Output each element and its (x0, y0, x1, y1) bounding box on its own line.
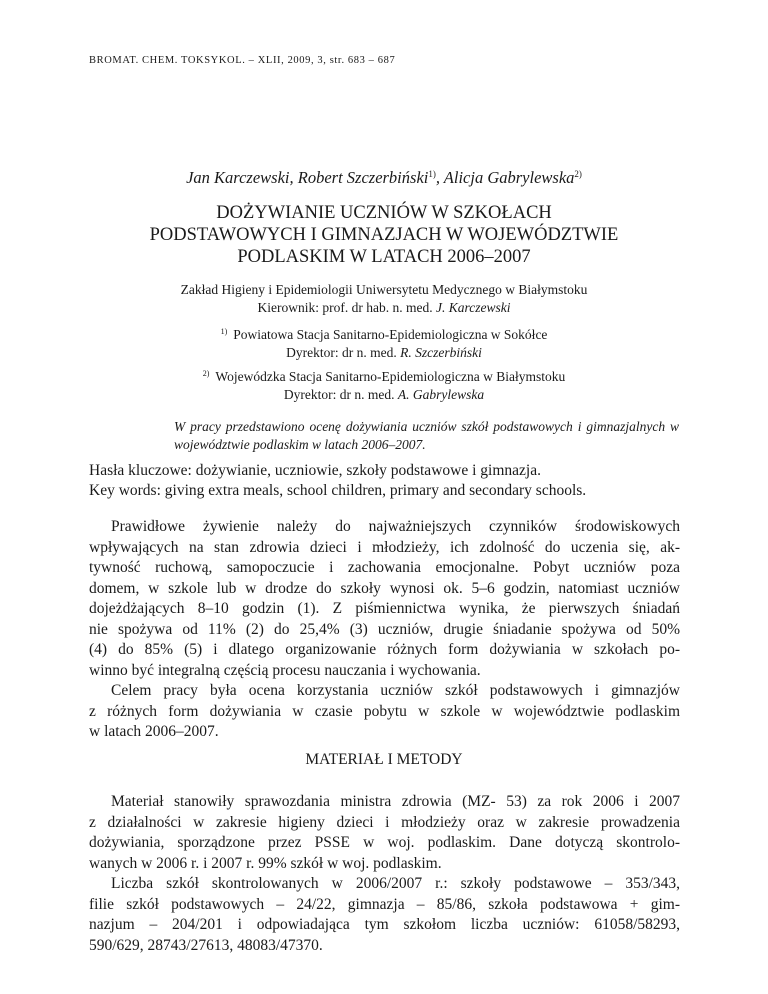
keywords-block (89, 461, 689, 501)
title-line: DOŻYWIANIE UCZNIÓW W SZKOŁACH (216, 203, 552, 223)
text-line: nazjum – 204/201 i odpowiadająca tym szkołom liczba uczniów: 61058/58293, (89, 916, 680, 933)
text-line: w latach 2006–2007. (89, 723, 219, 740)
keywords-english: Key words: giving extra meals, school children, primary and secondary schools. (89, 482, 587, 499)
text-line: filie szkół podstawowych – 24/22, gimnazja – 85/86, szkoła podstawowa + gim- (89, 895, 680, 913)
text-line: wpływających na stan zdrowia dzieci i młodzieży, ich zdolność do uczenia się, ak- (89, 538, 680, 556)
affiliation-head: Kierownik: prof. dr hab. n. med. J. Karczewski (257, 300, 511, 315)
affiliation-3 (0, 365, 768, 404)
text-line: winno być integralną częścią procesu nauczania i wychowania. (89, 661, 481, 679)
affiliation-footnote-marker: 2) (202, 369, 210, 378)
text-line: domem, w szkole lub w drodze do szkoły wynosi ok. 5–6 godzin, natomiast uczniów (89, 579, 680, 597)
head-name: R. Szczerbiński (400, 345, 482, 360)
abstract: W pracy przedstawiono ocenę dożywiania uczniów szkół podstawowych i gimnazjalnych w województwie podlaskim w latach 2006–2007. (174, 419, 679, 452)
article-title (0, 202, 768, 268)
methods-paragraph (89, 792, 680, 956)
head-name: J. Karczewski (435, 300, 511, 315)
section-heading: MATERIAŁ I METODY (305, 751, 463, 768)
affiliation-2 (0, 323, 768, 362)
running-head: BROMAT. CHEM. TOKSYKOL. – XLII, 2009, 3, str. 683 – 687 (89, 55, 396, 66)
text-line: z działalności w zakresie higieny dzieci i młodzieży oraz w zakresie prowadzenia (89, 813, 680, 831)
text-line: Prawidłowe żywienie należy do najważniejszych czynników środowiskowych (111, 518, 680, 535)
affiliation-institution: Zakład Higieny i Epidemiologii Uniwersytetu Medycznego w Białymstoku (180, 282, 588, 297)
text-line: Materiał stanowiły sprawozdania ministra zdrowia (MZ- 53) za rok 2006 i 2007 (111, 793, 680, 810)
affiliation-institution: $^{2)}$ Wojewódzka Stacja Sanitarno-Epidemiologiczna w Białymstoku (202, 369, 566, 384)
head-name: A. Gabrylewska (397, 387, 485, 402)
text-line: z różnych form dożywiania w czasie pobytu w szkole w województwie podlaskim (89, 702, 680, 720)
keywords-polish: Hasła kluczowe: dożywianie, uczniowie, szkoły podstawowe i gimnazja. (89, 462, 541, 479)
author-footnote-1: 1) (428, 169, 436, 179)
author-line (0, 168, 768, 188)
author-names-2: , Alicja Gabrylewska (435, 168, 575, 187)
text-line: Celem pracy była ocena korzystania uczniów szkół podstawowych i gimnazjów (111, 682, 680, 699)
text-line: dojeżdżających 8–10 godzin (1). Z piśmiennictwa wynika, że pierwszych śniadań (89, 600, 680, 617)
title-line: PODLASKIM W LATACH 2006–2007 (237, 247, 531, 267)
text-line: tywność ruchową, samopoczucie i zachowania emocjonalne. Pobyt uczniów poza (89, 559, 680, 576)
text-line: nie spożywa od 11% (2) do 25,4% (3) uczniów, drugie śniadanie spożywa od 50% (89, 620, 680, 638)
author-names-1: Jan Karczewski, Robert Szczerbiński (186, 168, 429, 187)
text-line: 590/629, 28743/27613, 48083/47370. (89, 936, 323, 954)
introduction-paragraph (89, 517, 680, 743)
affiliation-institution: $^{1)}$ Powiatowa Stacja Sanitarno-Epidemiologiczna w Sokółce (220, 327, 548, 342)
affiliation-footnote-marker: 1) (220, 327, 228, 336)
text-line: dożywiania, sporządzone przez PSSE w woj. podlaskim. Dane dotyczą skontrolo- (89, 834, 680, 851)
affiliation-head: Dyrektor: dr n. med. R. Szczerbiński (286, 345, 482, 360)
title-line: PODSTAWOWYCH I GIMNAZJACH W WOJEWÓDZTWIE (149, 225, 619, 245)
text-line: (4) do 85% (5) i dlatego organizowanie różnych form dożywiania w szkołach po- (89, 641, 680, 658)
affiliation-head: Dyrektor: dr n. med. A. Gabrylewska (283, 387, 485, 402)
text-line: wanych w 2006 r. i 2007 r. 99% szkół w woj. podlaskim. (89, 854, 442, 872)
affiliation-1 (0, 281, 768, 317)
author-footnote-2: 2) (574, 169, 582, 179)
text-line: Liczba szkół skontrolowanych w 2006/2007 r.: szkoły podstawowe – 353/343, (111, 875, 680, 892)
